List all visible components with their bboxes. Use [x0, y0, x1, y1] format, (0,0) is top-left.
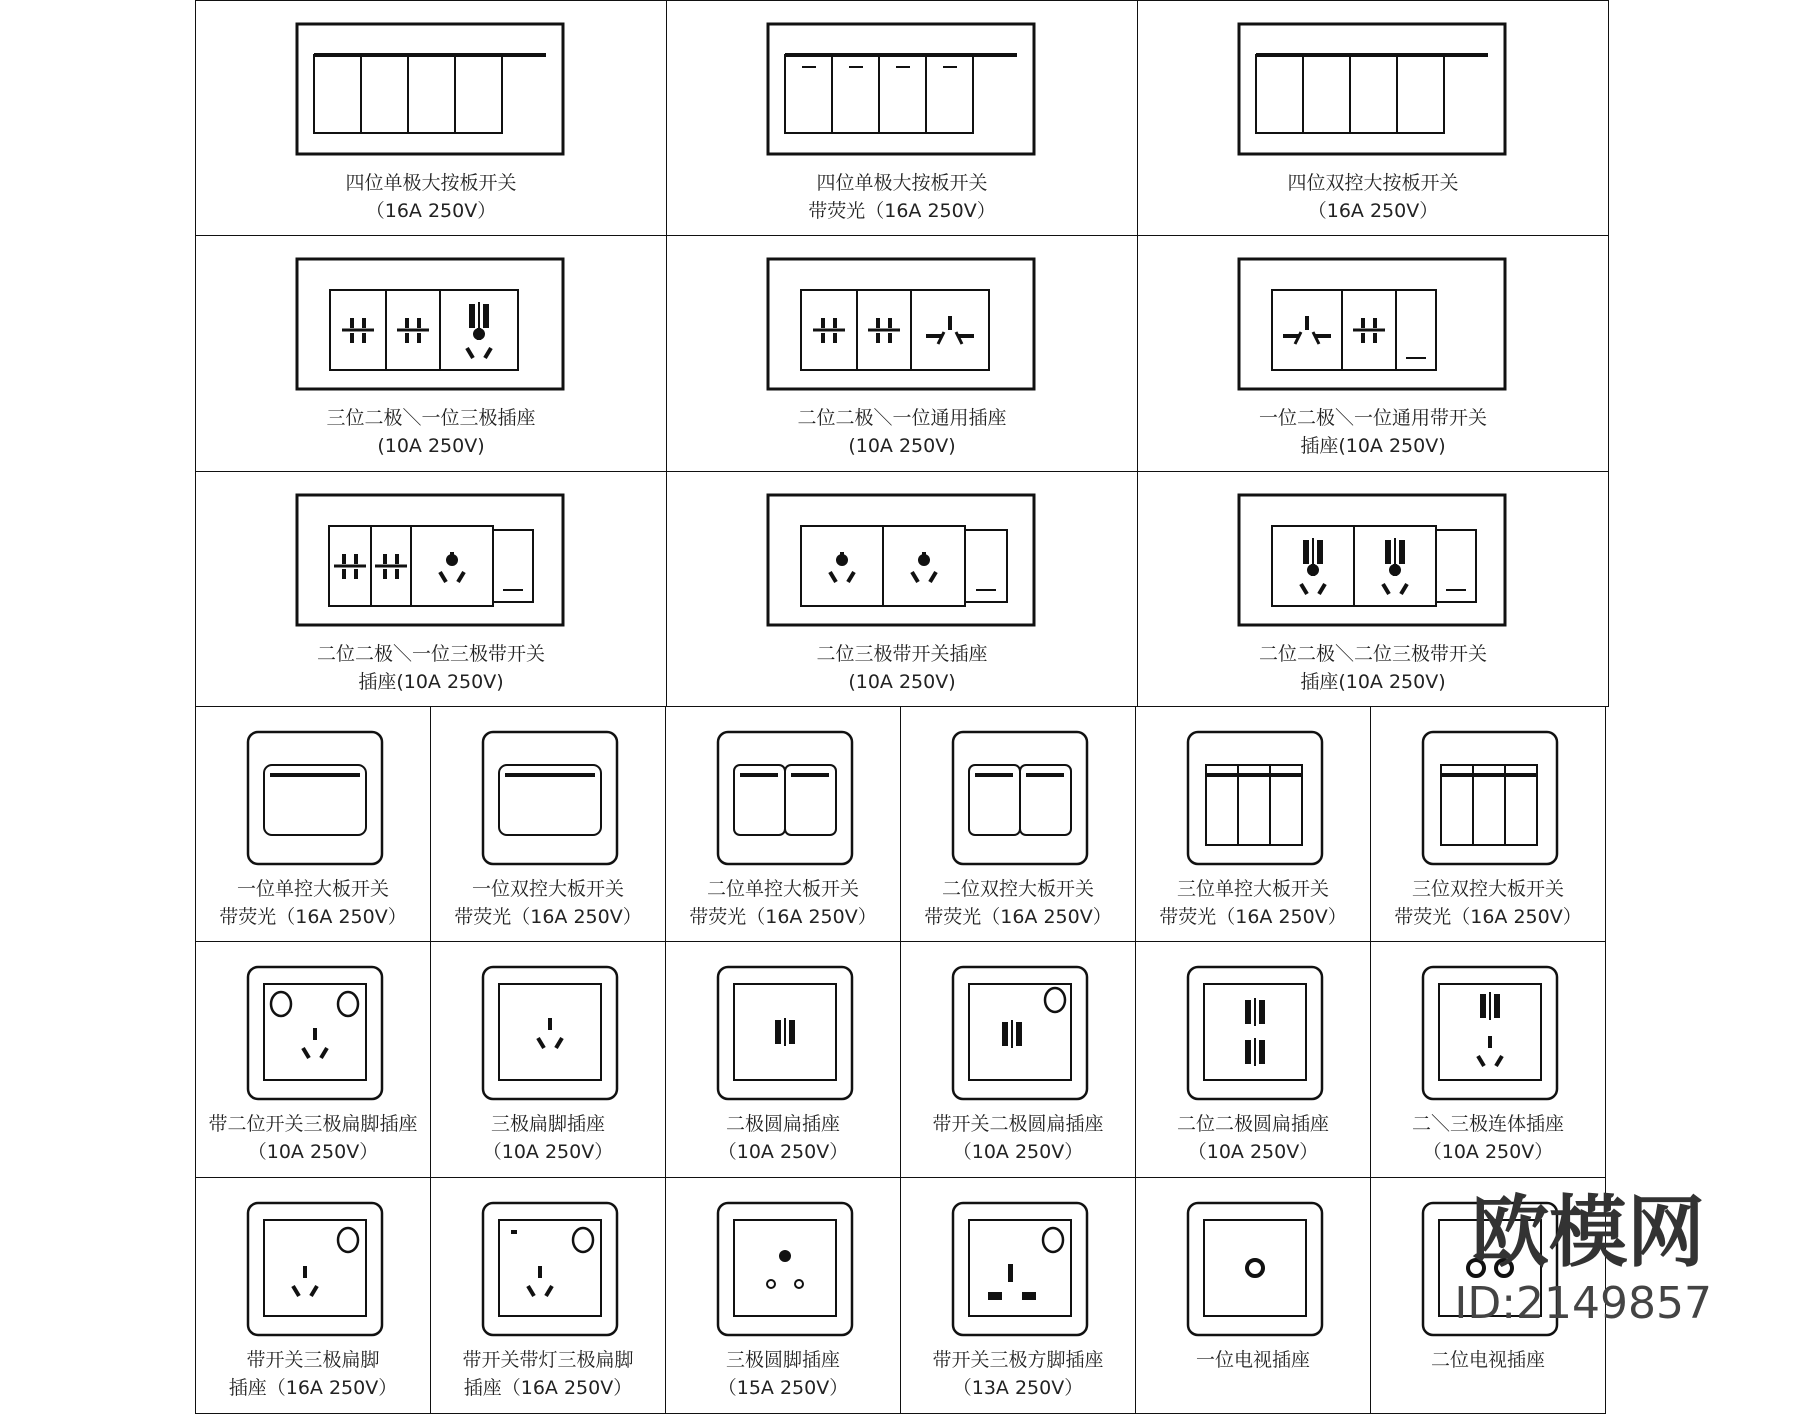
plate: [297, 495, 563, 625]
pin: [1496, 1056, 1502, 1066]
pin: [395, 554, 399, 564]
symbol-name: 带开关二极圆扁插座: [932, 1113, 1104, 1135]
symbol-name: 二极圆扁插座: [725, 1113, 840, 1135]
pin: [876, 333, 880, 343]
symbol-name: 带开关三极方脚插座: [932, 1349, 1104, 1371]
plate: [297, 24, 563, 154]
symbol-rating: （16A 250V）: [1307, 200, 1439, 222]
plate: [483, 967, 617, 1099]
symbol-rating: 带荧光（16A 250V）: [1159, 906, 1347, 928]
plate: [1239, 259, 1505, 389]
symbol-name: 带二位开关三极扁脚插座: [208, 1113, 418, 1135]
pin: [1022, 1292, 1036, 1300]
pin: [1399, 540, 1405, 564]
pin: [395, 569, 399, 579]
symbol-rating: （10A 250V）: [952, 1141, 1084, 1163]
pin: [1245, 1000, 1251, 1024]
symbol-cell: [665, 941, 901, 1178]
pin: [354, 554, 358, 564]
pin: [1319, 584, 1325, 594]
socket-face: [1204, 1220, 1306, 1316]
symbol-cell: [900, 706, 1136, 942]
pin: [988, 1292, 1002, 1300]
symbol-rating: （10A 250V）: [247, 1141, 379, 1163]
switch-key: [1397, 55, 1444, 133]
pin: [556, 1038, 562, 1048]
pin: [405, 333, 409, 343]
symbol-cell: [195, 0, 667, 236]
pin: [1480, 994, 1486, 1018]
symbol-rating: 带荧光（16A 250V）: [454, 906, 642, 928]
plate: [953, 967, 1087, 1099]
pin: [417, 333, 421, 343]
symbol-cell: [666, 0, 1138, 236]
switch-key: [1303, 55, 1350, 133]
pin: [546, 1286, 552, 1296]
symbol-name: 一位单控大板开关: [236, 878, 389, 900]
symbol-cell: [900, 941, 1136, 1178]
pin: [311, 1286, 317, 1296]
pin: [1016, 1022, 1022, 1046]
symbol-rating: (10A 250V): [848, 435, 956, 457]
pin: [821, 318, 825, 328]
switch-key: [1350, 55, 1397, 133]
pin: [528, 1286, 534, 1296]
plate-frame: [248, 732, 382, 864]
plate-frame: [768, 24, 1034, 154]
symbol-name: 三极扁脚插座: [490, 1113, 605, 1135]
pin: [405, 318, 409, 328]
symbol-cell: [430, 941, 666, 1178]
symbol-name: 三位单控大板开关: [1176, 878, 1329, 900]
symbol-name: 三位二极＼一位三极插座: [326, 407, 536, 429]
symbol-name: 一位双控大板开关: [471, 878, 624, 900]
socket-face: [499, 1220, 601, 1316]
plate: [768, 24, 1034, 154]
switch-key: [408, 55, 455, 133]
plate: [718, 1203, 852, 1335]
pin: [342, 569, 346, 579]
symbol-name: 二位电视插座: [1430, 1349, 1545, 1371]
coax-port: [1247, 1260, 1263, 1276]
pin: [789, 1020, 795, 1044]
pin: [1494, 994, 1500, 1018]
pin: [362, 333, 366, 343]
rocker-switch: [1436, 530, 1476, 602]
pin: [1301, 584, 1307, 594]
pin: [1478, 1056, 1484, 1066]
symbol-cell: [195, 235, 667, 472]
plate: [1239, 495, 1505, 625]
pin: [1373, 318, 1377, 328]
symbol-rating: 带荧光（16A 250V）: [924, 906, 1112, 928]
pin: [1008, 1264, 1013, 1282]
plate-frame: [483, 732, 617, 864]
symbol-legend-grid: [195, 0, 1605, 1413]
lamp: [511, 1230, 517, 1234]
plate: [248, 1203, 382, 1335]
symbol-rating: 带荧光（16A 250V）: [219, 906, 407, 928]
pin: [293, 1286, 299, 1296]
pin: [795, 1280, 803, 1288]
pin: [1385, 540, 1391, 564]
pin: [362, 318, 366, 328]
pin: [1317, 540, 1323, 564]
switch-key: [361, 55, 408, 133]
pin: [821, 333, 825, 343]
plate: [768, 259, 1034, 389]
symbol-cell: [1135, 941, 1371, 1178]
symbol-rating: 带荧光（16A 250V）: [1394, 906, 1582, 928]
switch-button: [338, 1228, 358, 1252]
symbol-name: 二位单控大板开关: [706, 878, 859, 900]
symbol-rating: 插座(10A 250V): [1300, 671, 1446, 693]
plate: [1239, 24, 1505, 154]
pin: [1401, 584, 1407, 594]
symbol-cell: [430, 1177, 666, 1414]
switch-key: [1256, 55, 1303, 133]
plate: [953, 1203, 1087, 1335]
pin: [779, 1250, 791, 1262]
symbol-name: 二＼三极连体插座: [1411, 1113, 1564, 1135]
pin: [888, 318, 892, 328]
symbol-name: 二位二极＼二位三极带开关: [1258, 643, 1487, 665]
symbol-cell: [666, 235, 1138, 472]
symbol-cell: [665, 1177, 901, 1414]
pin: [775, 1020, 781, 1044]
pin: [830, 572, 836, 582]
pin: [354, 569, 358, 579]
symbol-cell: [195, 471, 667, 707]
pin: [930, 572, 936, 582]
switch-key: [314, 55, 361, 133]
pin: [1002, 1022, 1008, 1046]
symbol-cell: [1137, 471, 1609, 707]
pin: [417, 318, 421, 328]
watermark-id: ID:2149857: [1454, 1278, 1712, 1329]
symbol-name: 三位双控大板开关: [1411, 878, 1564, 900]
symbol-cell: [195, 941, 431, 1178]
symbol-cell: [665, 706, 901, 942]
pin: [1245, 1040, 1251, 1064]
symbol-name: 二位二极＼一位通用插座: [797, 407, 1007, 429]
symbol-name: 二位二极圆扁插座: [1176, 1113, 1329, 1135]
symbol-cell: [1137, 0, 1609, 236]
symbol-name: 二位三极带开关插座: [816, 643, 988, 665]
symbol-name: 二位二极＼一位三极带开关: [316, 643, 545, 665]
symbol-name: 四位单极大按板开关: [816, 172, 988, 194]
symbol-rating: 插座(10A 250V): [358, 671, 504, 693]
switch-button: [338, 992, 358, 1016]
pin: [767, 1280, 775, 1288]
symbol-name: 一位电视插座: [1195, 1349, 1310, 1371]
symbol-rating: (10A 250V): [377, 435, 485, 457]
symbol-name: 四位双控大按板开关: [1287, 172, 1459, 194]
switch-button: [271, 992, 291, 1016]
symbol-cell: [195, 1177, 431, 1414]
plate: [297, 259, 563, 389]
symbol-rating: （10A 250V）: [1422, 1141, 1554, 1163]
symbol-cell: [430, 706, 666, 942]
pin: [342, 554, 346, 564]
symbol-rating: 插座（16A 250V）: [228, 1377, 398, 1399]
pin: [350, 333, 354, 343]
symbol-cell: [666, 471, 1138, 707]
pin: [483, 304, 489, 328]
pin: [485, 348, 491, 358]
symbol-rating: 带荧光（16A 250V）: [808, 200, 996, 222]
socket-face: [499, 984, 601, 1080]
pin: [440, 572, 446, 582]
pin: [912, 572, 918, 582]
pin: [848, 572, 854, 582]
symbol-rating: （16A 250V）: [365, 200, 497, 222]
plate: [1188, 967, 1322, 1099]
pin: [1259, 1040, 1265, 1064]
plate: [1423, 967, 1557, 1099]
symbol-rating: （10A 250V）: [482, 1141, 614, 1163]
pin: [1303, 540, 1309, 564]
pin: [350, 318, 354, 328]
symbol-name: 一位二极＼一位通用带开关: [1258, 407, 1487, 429]
pin: [321, 1048, 327, 1058]
symbol-name: 带开关三极扁脚: [246, 1349, 380, 1371]
pin: [1361, 318, 1365, 328]
symbol-cell: [1137, 235, 1609, 472]
switch-button: [1045, 988, 1065, 1012]
pin: [469, 304, 475, 328]
switch-button: [1043, 1228, 1063, 1252]
plate-frame: [1239, 24, 1505, 154]
socket-face: [264, 1220, 366, 1316]
pin: [467, 348, 473, 358]
plate-frame: [297, 24, 563, 154]
plate: [718, 967, 852, 1099]
pin: [1361, 333, 1365, 343]
rocker-switch: [493, 530, 533, 602]
symbol-cell: [1135, 706, 1371, 942]
pin: [303, 1048, 309, 1058]
symbol-rating: （13A 250V）: [952, 1377, 1084, 1399]
symbol-name: 二位双控大板开关: [941, 878, 1094, 900]
plate: [1188, 732, 1322, 864]
symbol-rating: 带荧光（16A 250V）: [689, 906, 877, 928]
pin: [833, 333, 837, 343]
symbol-rating: （10A 250V）: [1187, 1141, 1319, 1163]
plate: [1188, 1203, 1322, 1335]
switch-button: [573, 1228, 593, 1252]
plate: [718, 732, 852, 864]
socket-face: [969, 1220, 1071, 1316]
symbol-cell: [195, 706, 431, 942]
pin: [383, 569, 387, 579]
pin: [876, 318, 880, 328]
symbol-rating: 插座（16A 250V）: [463, 1377, 633, 1399]
symbol-rating: （15A 250V）: [717, 1377, 849, 1399]
plate: [768, 495, 1034, 625]
plate: [953, 732, 1087, 864]
symbol-rating: (10A 250V): [848, 671, 956, 693]
symbol-cell: [1370, 706, 1606, 942]
plate: [248, 732, 382, 864]
symbol-name: 三极圆脚插座: [725, 1349, 840, 1371]
plate: [483, 732, 617, 864]
pin: [1383, 584, 1389, 594]
plate: [248, 967, 382, 1099]
plate: [1423, 732, 1557, 864]
symbol-name: 四位单极大按板开关: [345, 172, 517, 194]
symbol-name: 带开关带灯三极扁脚: [462, 1349, 634, 1371]
socket-face: [734, 1220, 836, 1316]
pin: [538, 1038, 544, 1048]
pin: [383, 554, 387, 564]
rocker-switch: [965, 530, 1007, 602]
symbol-cell: [1135, 1177, 1371, 1414]
pin: [1373, 333, 1377, 343]
switch-key: [455, 55, 502, 133]
pin: [888, 333, 892, 343]
pin: [833, 318, 837, 328]
symbol-cell: [1370, 941, 1606, 1178]
watermark-logo: 欧模网: [1470, 1188, 1705, 1278]
symbol-cell: [900, 1177, 1136, 1414]
plate: [483, 1203, 617, 1335]
pin: [1259, 1000, 1265, 1024]
symbol-rating: （10A 250V）: [717, 1141, 849, 1163]
pin: [458, 572, 464, 582]
symbol-rating: 插座(10A 250V): [1300, 435, 1446, 457]
symbol-icon: [1136, 1178, 1371, 1414]
